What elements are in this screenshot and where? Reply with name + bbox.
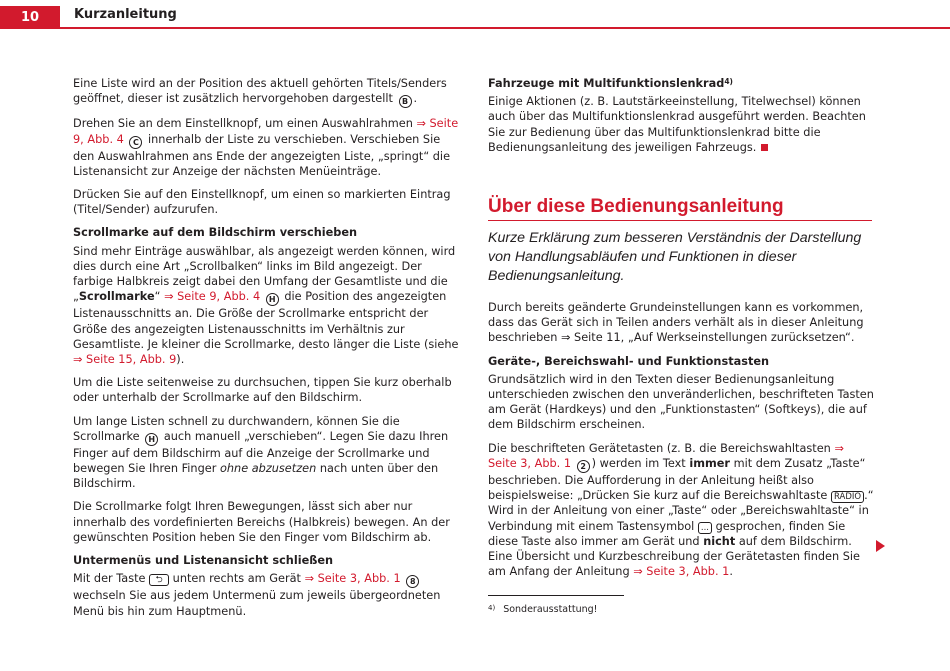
footnote-rule: [488, 595, 624, 596]
header-rule: [0, 27, 950, 29]
paragraph: Um die Liste seitenweise zu durchsuchen, tippen Sie kurz oberhalb oder unterhalb der Scrollmarke auf den Bildschirm.: [73, 376, 452, 405]
subheading: Geräte-, Bereichswahl- und Funktionstasten: [488, 354, 770, 368]
paragraph: Durch bereits geänderte Grundeinstellungen kann es vorkommen, dass das Gerät sich in Teilen anders verhält als in dieser Anleitung beschrieben ⇒ Seite 11, „Auf Werkseinstellungen zurücksetzen“.: [488, 301, 864, 345]
chapter-title: Kurzanleitung: [74, 7, 177, 22]
key-symbol-icon: ...: [698, 522, 712, 534]
callout-8-icon: 8: [406, 575, 419, 588]
paragraph: Grundsätzlich wird in den Texten dieser Bedienungsanleitung unterschieden zwischen den unveränderlichen, beschrifteten Tasten am Gerät (Hardkeys) und den „Funktionstasten“ (Softkeys), die auf dem Bildschirm erscheinen.: [488, 372, 874, 432]
subheading: Scrollmarke auf dem Bildschirm verschieben: [73, 226, 358, 240]
page-link[interactable]: ⇒ Seite 9, Abb. 4: [164, 290, 261, 304]
left-column: [73, 76, 461, 627]
paragraph: Drehen Sie an dem Einstellknopf, um einen Auswahlrahmen ⇒ Seite 9, Abb. 4 C innerhalb der Liste zu verschieben. Verschieben Sie den Auswahlrahmen ans Ende der angezeigten Liste, „springt“ die Listenansicht zur Anzeige der nächsten Menüeinträge.: [73, 117, 459, 178]
paragraph: Die Scrollmarke folgt Ihren Bewegungen, lässt sich aber nur innerhalb des vordefinierten Bereichs (Halbkreis) bewegen. An der gewünschten Position heben Sie den Finger vom Bildschirm ab.: [73, 500, 450, 544]
paragraph: Drücken Sie auf den Einstellknopf, um einen so markierten Eintrag (Titel/Sender) aufzurufen.: [73, 188, 451, 217]
paragraph: Mit der Taste ⮌ unten rechts am Gerät ⇒ Seite 3, Abb. 1 8 wechseln Sie aus jedem Untermenü zum jeweils übergeordneten Menü bis hin zum Hauptmenü.: [73, 572, 441, 618]
page-link[interactable]: ⇒ Seite 3, Abb. 1: [633, 565, 730, 579]
end-square-icon: [761, 144, 768, 151]
back-key-icon: ⮌: [149, 574, 169, 586]
subheading: Fahrzeuge mit Multifunktionslenkrad$^{4)}$: [488, 77, 733, 90]
right-column: [488, 76, 876, 587]
subheading: Untermenüs und Listenansicht schließen: [73, 554, 334, 568]
page-link[interactable]: ⇒ Seite 3, Abb. 1: [304, 572, 401, 586]
paragraph: Sind mehr Einträge auswählbar, als angezeigt werden können, wird dies durch eine Art „Scrollbalken“ links im Bild angezeigt. Der farbige Halbkreis zeigt dabei den Umfang der Gesamtliste und die „Scrollmarke“ ⇒ Seite 9, Abb. 4 H die Position des angezeigten Listenausschnitts an. Die Größe der Scrollmarke entspricht der Größe des angezeigten Listenausschnitts im Verhältnis zur Gesamtliste. Je kleiner die Scrollmarke, desto länger die Liste (siehe ⇒ Seite 15, Abb. 9).: [73, 244, 459, 366]
next-page-arrow-icon: [876, 540, 885, 552]
section-title: Über diese Bedienungsanleitung: [488, 195, 872, 221]
section-intro: Kurze Erklärung zum besseren Verständnis der Darstellung von Handlungsabläufen und Funktionen in dieser Bedienungsanleitung.: [488, 230, 862, 285]
page-number: 10: [0, 6, 60, 28]
paragraph: Einige Aktionen (z. B. Lautstärkeeinstellung, Titelwechsel) können auch über das Multifunktionslenkrad ausgeführt werden. Beachten Sie zur Bedienung über das Multifunktionslenkrad bitte die Bedienungsanleitung des jeweiligen Fahrzeugs.: [488, 95, 866, 154]
radio-key-icon: RADIO: [831, 491, 864, 503]
callout-2-icon: 2: [577, 460, 590, 473]
paragraph: Eine Liste wird an der Position des aktuell gehörten Titels/Senders geöffnet, dieser ist zusätzlich hervorgehoben dargestellt B .: [73, 76, 461, 108]
page-link[interactable]: ⇒ Seite 3, Abb. 1: [488, 441, 844, 470]
callout-h-icon: H: [145, 433, 158, 446]
page-header: [0, 0, 950, 28]
page-link[interactable]: ⇒ Seite 15, Abb. 9: [73, 352, 177, 366]
callout-c-icon: C: [129, 136, 142, 149]
callout-b-icon: B: [399, 95, 412, 108]
paragraph: Um lange Listen schnell zu durchwandern, können Sie die Scrollmarke H auch manuell „verschieben“. Legen Sie dazu Ihren Finger auf dem Bildschirm auf die Anzeige der Scrollmarke und bewegen Sie Ihren Finger ohne abzusetzen nach unten über den Bildschirm.: [73, 414, 449, 491]
paragraph: Die beschrifteten Gerätetasten (z. B. die Bereichswahltasten ⇒ Seite 3, Abb. 1 2 ) werden im Text immer mit dem Zusatz „Taste“ beschrieben. Die Aufforderung in der Anleitung heißt also beispielsweise: „Drücken Sie kurz auf die Bereichswahltaste RADIO .“ Wird in der Anleitung von einer „Taste“ oder „Bereichswahltaste“ in Verbindung mit einem Tastensymbol ... gesprochen, finden Sie diese Taste also immer am Gerät und nicht auf dem Bildschirm. Eine Übersicht und Kurzbeschreibung der Gerätetasten finden Sie am Anfang der Anleitung ⇒ Seite 3, Abb. 1.: [488, 441, 874, 579]
page-link[interactable]: ⇒ Seite 9, Abb. 4: [73, 117, 459, 146]
callout-h-icon: H: [266, 293, 279, 306]
footnote: $^{4)}$ Sonderausstattung!: [488, 604, 598, 615]
